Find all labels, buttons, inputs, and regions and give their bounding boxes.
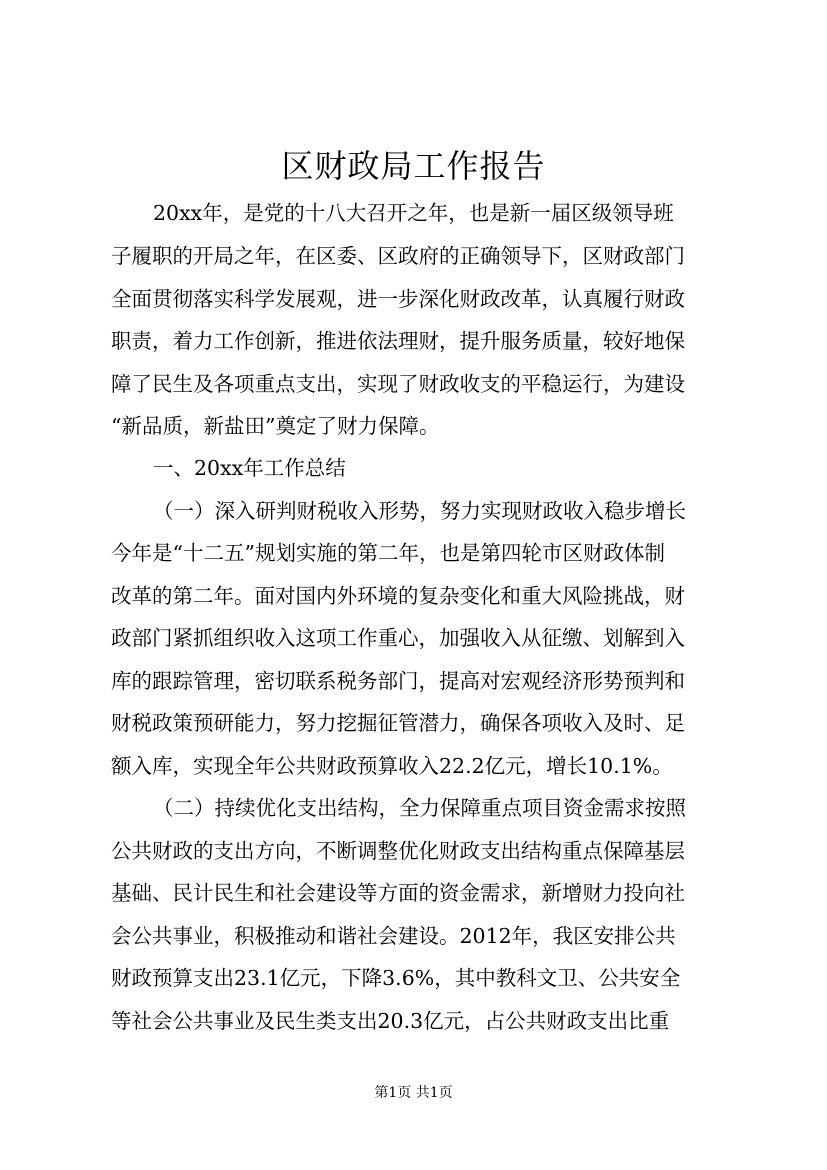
paragraph-line: 政部门紧抓组织收入这项工作重心，加强收入从征缴、划解到入 [111, 626, 685, 650]
document-title: 区财政局工作报告 [281, 147, 546, 185]
paragraph-line: “新品质，新盐田”奠定了财力保障。 [111, 414, 440, 438]
paragraph-line: 财税政策预研能力，努力挖掘征管潜力，确保各项收入及时、足 [111, 711, 685, 735]
paragraph-line: 20xx年，是党的十八大召开之年，也是新一届区级领导班 [153, 201, 674, 225]
paragraph-line: 今年是“十二五”规划实施的第二年，也是第四轮市区财政体制 [111, 541, 665, 565]
paragraph-line: 障了民生及各项重点支出，实现了财政收支的平稳运行，为建设 [111, 372, 685, 396]
paragraph-line: 财政预算支出23.1亿元，下降3.6%，其中教科文卫、公共安全 [111, 966, 681, 990]
paragraph-line: 额入库，实现全年公共财政预算收入22.2亿元，增长10.1%。 [111, 754, 673, 778]
section-heading: 一、20xx年工作总结 [153, 456, 346, 480]
paragraph-line: 改革的第二年。面对国内外环境的复杂变化和重大风险挑战，财 [111, 584, 685, 608]
paragraph-line: 库的跟踪管理，密切联系税务部门，提高对宏观经济形势预判和 [111, 669, 685, 693]
paragraph-line: 基础、民计民生和社会建设等方面的资金需求，新增财力投向社 [111, 881, 685, 905]
page-footer: 第1页 共1页 [374, 1085, 453, 1101]
paragraph-line: 全面贯彻落实科学发展观，进一步深化财政改革，认真履行财政 [111, 287, 685, 311]
subsection-heading: （二）持续优化支出结构，全力保障重点项目资金需求按照 [153, 796, 686, 820]
paragraph-line: 子履职的开局之年，在区委、区政府的正确领导下，区财政部门 [111, 244, 685, 268]
paragraph-line: 等社会公共事业及民生类支出20.3亿元，占公共财政支出比重 [111, 1009, 670, 1033]
paragraph-line: 公共财政的支出方向，不断调整优化财政支出结构重点保障基层 [111, 839, 685, 863]
paragraph-line: 职责，着力工作创新，推进依法理财，提升服务质量，较好地保 [111, 329, 685, 353]
paragraph-line: 会公共事业，积极推动和谐社会建设。2012年，我区安排公共 [111, 924, 676, 948]
subsection-heading: （一）深入研判财税收入形势，努力实现财政收入稳步增长 [153, 499, 686, 523]
